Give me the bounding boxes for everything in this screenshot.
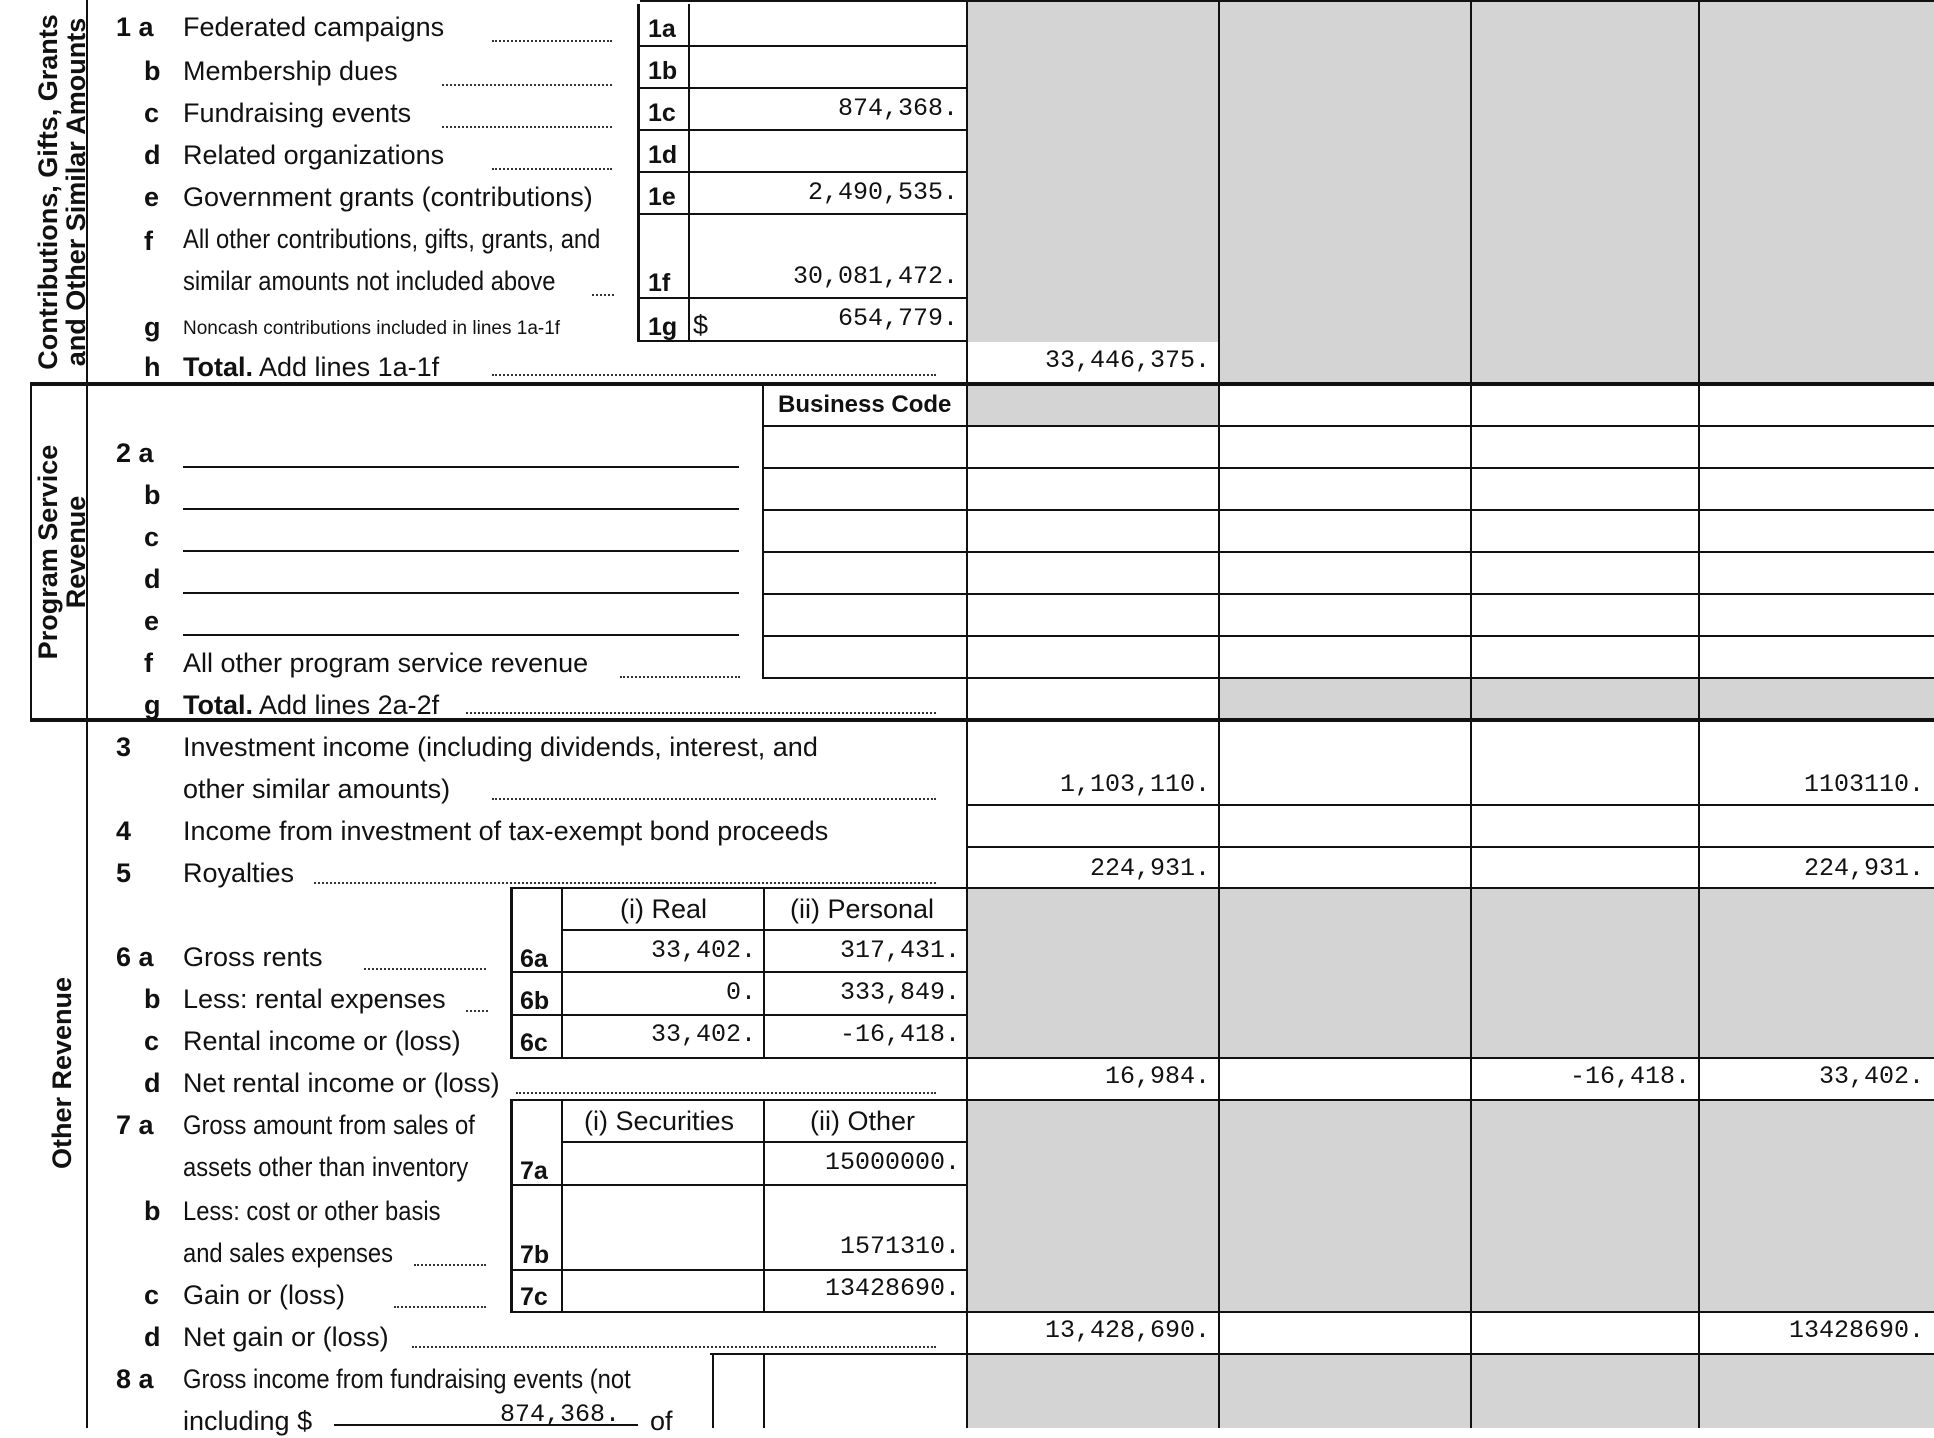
line6a-personal[interactable]: 317,431. [839, 936, 960, 965]
line6c-real[interactable]: 33,402. [650, 1020, 756, 1049]
line1e-box: 1e [648, 183, 676, 211]
top-border [640, 0, 1934, 2]
row2b-bottom [762, 509, 1934, 511]
line2g-label-bold: Total. [183, 690, 253, 720]
line6a-real[interactable]: 33,402. [650, 936, 756, 965]
line8-box-left [712, 1354, 714, 1428]
line2f-leader [620, 676, 740, 678]
line7c-label: Gain or (loss) [183, 1280, 346, 1310]
line7d-col-a[interactable]: 13,428,690. [1044, 1316, 1210, 1345]
line1-box-mid [688, 4, 690, 342]
line1c-num: c [144, 98, 160, 128]
shade-7-area [968, 1100, 1934, 1312]
line1f-leader [592, 294, 614, 296]
col-divider-d [1698, 0, 1700, 1428]
line6-header-bottom [561, 929, 966, 931]
line2c-field[interactable] [183, 550, 739, 552]
row2f-bottom [762, 677, 1934, 679]
line8a-num: 8 a [116, 1364, 154, 1394]
shade-section1-colA [968, 0, 1218, 342]
line6b-leader [466, 1010, 488, 1012]
line6-box-left [510, 888, 513, 1058]
line7c-leader [394, 1306, 486, 1308]
line7a-bottom [510, 1184, 966, 1186]
line3-col-d[interactable]: 1103110. [1803, 770, 1924, 799]
line6d-col-c[interactable]: -16,418. [1569, 1062, 1690, 1091]
line1g-box: 1g [648, 313, 678, 341]
line2g-label [183, 688, 439, 722]
line6-header-real: (i) Real [620, 894, 708, 924]
line6-box-mid [561, 888, 563, 1058]
line7c-box: 7c [520, 1283, 548, 1311]
line1h-label-text: Add lines 1a-1f [259, 352, 440, 382]
line7-header-securities: (i) Securities [584, 1106, 735, 1136]
line6d-leader [516, 1092, 936, 1094]
line4-label: Income from investment of tax-exempt bond proceeds [183, 816, 829, 846]
line7a-other[interactable]: 15000000. [824, 1148, 960, 1177]
line6a-box: 6a [520, 945, 548, 973]
line6-header-personal: (ii) Personal [790, 894, 935, 924]
line1g-dollar: $ [693, 310, 709, 340]
line1b-label: Membership dues [183, 56, 398, 86]
line1h-leader [492, 374, 936, 376]
outer-left-border-s1 [30, 384, 32, 720]
line2e-field[interactable] [183, 634, 739, 636]
line7-box-left [510, 1100, 513, 1312]
line2b-field[interactable] [183, 508, 739, 510]
line7-header-bottom [561, 1141, 966, 1143]
line7c-bottom [510, 1311, 1934, 1313]
line4-num: 4 [116, 816, 132, 846]
line6d-col-d[interactable]: 33,402. [1818, 1062, 1924, 1091]
section-label-border [86, 0, 88, 1428]
line1f-label-2: similar amounts not included above [183, 266, 556, 296]
line1c-value[interactable]: 874,368. [837, 94, 958, 123]
line2g-label-text: Add lines 2a-2f [259, 690, 440, 720]
line6b-personal[interactable]: 333,849. [839, 978, 960, 1007]
line7b-box: 7b [520, 1241, 550, 1269]
section-label-program-2: Revenue [61, 495, 91, 609]
shade-bizcode-colA [968, 384, 1220, 426]
line2c-num: c [144, 522, 160, 552]
row3-bottom [966, 804, 1934, 806]
shade-section1-rest [1220, 0, 1934, 384]
line2f-num: f [144, 648, 153, 678]
row2a-bottom [762, 467, 1934, 469]
line1e-label: Government grants (contributions) [183, 182, 593, 212]
line6d-label: Net rental income or (loss) [183, 1068, 500, 1098]
line1d-label: Related organizations [183, 140, 445, 170]
line8-box-mid [763, 1354, 765, 1428]
line1a-leader [492, 40, 612, 42]
line7b-num: b [144, 1196, 161, 1226]
line3-col-a[interactable]: 1,103,110. [1059, 770, 1210, 799]
line1e-value[interactable]: 2,490,535. [807, 178, 958, 207]
line1g-num: g [144, 312, 161, 342]
line1a-num: 1 a [116, 12, 154, 42]
line8a-amount[interactable]: 874,368. [499, 1400, 620, 1429]
line1g-value[interactable]: 654,779. [837, 304, 958, 333]
shade-8-area [968, 1354, 1934, 1428]
bizcode-header: Business Code [778, 391, 952, 418]
line8a-label-1: Gross income from fundraising events (not [183, 1364, 631, 1394]
line7d-label: Net gain or (loss) [183, 1322, 389, 1352]
line6b-bottom [510, 1014, 966, 1016]
line1d-box: 1d [648, 141, 678, 169]
line2d-num: d [144, 564, 161, 594]
line6c-num: c [144, 1026, 160, 1056]
line1h-num: h [144, 352, 161, 382]
line7c-num: c [144, 1280, 160, 1310]
line7a-label-2: assets other than inventory [183, 1152, 469, 1182]
line1a-box: 1a [648, 15, 676, 43]
line1-rule-g [637, 340, 967, 342]
line6-box-split [763, 888, 765, 1058]
line7d-leader [412, 1346, 936, 1348]
line7c-other[interactable]: 13428690. [824, 1274, 960, 1303]
line7a-label-1: Gross amount from sales of [183, 1110, 475, 1140]
shade-6-area [968, 888, 1934, 1058]
line6d-top-right [966, 1057, 1934, 1059]
line8a-label-2-post: of [650, 1406, 673, 1436]
line1f-value[interactable]: 30,081,472. [792, 262, 958, 291]
line1h-label [183, 350, 439, 384]
line1-box-left [637, 4, 640, 342]
line7b-label-1: Less: cost or other basis [183, 1196, 441, 1226]
line1-rule-c [637, 129, 967, 131]
line2b-num: b [144, 480, 161, 510]
line5-leader [314, 882, 936, 884]
section-label-other-revenue: Other Revenue [47, 976, 77, 1170]
row2d-bottom [762, 593, 1934, 595]
section-label-contributions-2: and Other Similar Amounts [61, 17, 91, 367]
line7b-leader [414, 1264, 486, 1266]
line6c-personal[interactable]: -16,418. [839, 1020, 960, 1049]
section-label-program-1: Program Service [33, 444, 63, 660]
line7a-num: 7 a [116, 1110, 154, 1140]
line1f-box: 1f [648, 269, 671, 297]
row2c-bottom [762, 551, 1934, 553]
line1d-num: d [144, 140, 161, 170]
bizcode-header-bottom [762, 425, 1934, 427]
col-divider-c [1470, 0, 1472, 1428]
bizcode-left [762, 384, 764, 678]
line1h-col-a[interactable]: 33,446,375. [1044, 346, 1210, 375]
line6d-col-a[interactable]: 16,984. [1104, 1062, 1210, 1091]
line1-rule-f [637, 297, 967, 299]
line6b-num: b [144, 984, 161, 1014]
line3-num: 3 [116, 732, 132, 762]
line1b-leader [442, 84, 612, 86]
line3-leader [492, 798, 936, 800]
line7d-col-d[interactable]: 13428690. [1788, 1316, 1924, 1345]
section-label-contributions-1: Contributions, Gifts, Grants [33, 14, 63, 370]
line6c-bottom [510, 1057, 966, 1059]
line6c-box: 6c [520, 1029, 548, 1057]
line1-rule-e [637, 213, 967, 215]
line6a-leader [364, 968, 486, 970]
row5-bottom [510, 887, 1934, 889]
line1h-label-bold: Total. [183, 352, 253, 382]
line1f-num: f [144, 226, 153, 256]
line7b-label-2: and sales expenses [183, 1238, 394, 1268]
line6d-num: d [144, 1068, 161, 1098]
line1-rule-a [637, 45, 967, 47]
line3-label-1: Investment income (including dividends, interest, and [183, 732, 818, 762]
line6b-box: 6b [520, 987, 550, 1015]
line8a-label-2-pre: including $ [183, 1406, 313, 1436]
line7b-bottom [510, 1269, 966, 1271]
line7b-other[interactable]: 1571310. [839, 1232, 960, 1261]
line1c-label: Fundraising events [183, 98, 412, 128]
line1g-label: Noncash contributions included in lines 1a-1f [183, 318, 561, 339]
line1b-box: 1b [648, 57, 678, 85]
line2g-num: g [144, 690, 161, 720]
line5-col-a[interactable]: 224,931. [1089, 854, 1210, 883]
line2a-num: 2 a [116, 438, 154, 468]
col-divider-b [1218, 0, 1220, 1428]
row2e-bottom [762, 635, 1934, 637]
line2g-leader [466, 712, 936, 714]
line3-label-2: other similar amounts) [183, 774, 451, 804]
line5-col-d[interactable]: 224,931. [1803, 854, 1924, 883]
line7a-box: 7a [520, 1157, 548, 1185]
line1-rule-b [637, 87, 967, 89]
line1c-leader [442, 126, 612, 128]
line1-rule-d [637, 171, 967, 173]
line7d-bottom [710, 1353, 1934, 1355]
line6b-real[interactable]: 0. [725, 978, 756, 1007]
line2d-field[interactable] [183, 592, 739, 594]
line1f-label-1: All other contributions, gifts, grants, and [183, 224, 601, 254]
line7-header-other: (ii) Other [810, 1106, 916, 1136]
line6c-label: Rental income or (loss) [183, 1026, 461, 1056]
line1d-leader [492, 168, 612, 170]
line2a-field[interactable] [183, 466, 739, 468]
line6a-num: 6 a [116, 942, 154, 972]
line2e-num: e [144, 606, 160, 636]
line7-box-split [763, 1100, 765, 1312]
line2f-label: All other program service revenue [183, 648, 589, 678]
line7-box-mid [561, 1100, 563, 1312]
line1c-box: 1c [648, 99, 676, 127]
line6b-label: Less: rental expenses [183, 984, 446, 1014]
line5-num: 5 [116, 858, 132, 888]
line6a-label: Gross rents [183, 942, 323, 972]
line1b-num: b [144, 56, 161, 86]
shade-2g-rest [1220, 678, 1934, 720]
line7d-num: d [144, 1322, 161, 1352]
line6d-bottom [510, 1099, 1934, 1101]
line1e-num: e [144, 182, 160, 212]
line1a-label: Federated campaigns [183, 12, 445, 42]
line5-label: Royalties [183, 858, 295, 888]
row4-bottom [966, 846, 1934, 848]
line6a-bottom [510, 971, 966, 973]
